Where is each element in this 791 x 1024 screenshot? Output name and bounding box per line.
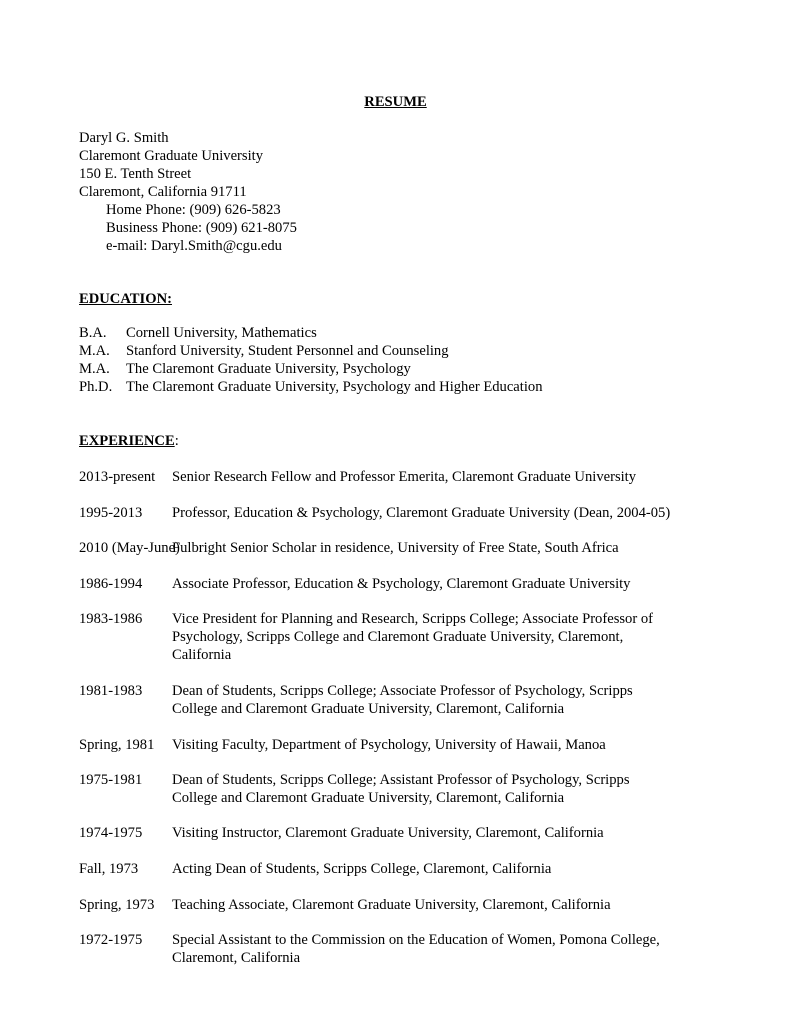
experience-line: Special Assistant to the Commission on the Education of Women, Pomona College, [172,932,660,948]
experience-date: 2013-present [79,469,156,485]
experience-line: Fulbright Senior Scholar in residence, University of Free State, South Africa [172,540,619,556]
page-title: RESUME [364,94,427,110]
experience-line: Vice President for Planning and Research, Scripps College; Associate Professor of [172,611,654,627]
experience-heading-colon: : [174,433,179,449]
experience-line: Visiting Faculty, Department of Psychology, University of Hawaii, Manoa [172,737,606,753]
experience-date: 1975-1981 [79,772,143,788]
experience-date: Spring, 1981 [79,737,155,753]
experience-description [172,610,719,664]
experience-heading [79,432,179,450]
education-degree: M.A. [79,343,110,359]
experience-item [79,539,719,557]
experience-line: Professor, Education & Psychology, Claremont Graduate University (Dean, 2004-05) [172,505,671,521]
experience-description [172,575,719,593]
education-item [79,360,543,378]
experience-date: 1974-1975 [79,825,143,841]
experience-description [172,504,719,522]
experience-date: 1995-2013 [79,505,143,521]
experience-description [172,860,719,878]
experience-date: Fall, 1973 [79,861,139,877]
experience-item [79,860,719,878]
education-degree: Ph.D. [79,379,113,395]
experience-line: Psychology, Scripps College and Claremont Graduate University, Claremont, [172,629,624,645]
experience-line: College and Claremont Graduate University, Claremont, California [172,790,565,806]
education-heading-text: EDUCATION: [79,291,172,307]
experience-date: 1983-1986 [79,611,143,627]
experience-line: Dean of Students, Scripps College; Associate Professor of Psychology, Scripps [172,683,633,699]
education-list [79,324,543,396]
experience-line: Visiting Instructor, Claremont Graduate University, Claremont, California [172,825,604,841]
experience-item [79,682,719,718]
experience-item [79,468,719,486]
experience-item [79,504,719,522]
experience-date: 1981-1983 [79,683,143,699]
experience-description [172,896,719,914]
experience-line: Senior Research Fellow and Professor Emerita, Claremont Graduate University [172,469,637,485]
experience-item [79,736,719,754]
education-item [79,342,543,360]
experience-line: Acting Dean of Students, Scripps College, Claremont, California [172,861,552,877]
experience-line: California [172,647,232,663]
experience-item [79,824,719,842]
experience-date: 2010 (May-June) [79,540,180,556]
experience-date: Spring, 1973 [79,897,155,913]
contact-email: e-mail: Daryl.Smith@cgu.edu [106,238,282,254]
experience-description [172,468,719,486]
contact-city: Claremont, California 91711 [79,184,247,200]
education-detail: The Claremont Graduate University, Psychology and Higher Education [126,379,543,395]
experience-item [79,610,719,664]
education-degree: M.A. [79,361,110,377]
experience-description [172,539,719,557]
education-item [79,378,543,396]
experience-line: College and Claremont Graduate University, Claremont, California [172,701,565,717]
education-detail: Cornell University, Mathematics [126,325,317,341]
experience-description [172,736,719,754]
education-detail: The Claremont Graduate University, Psychology [126,361,411,377]
experience-description [172,931,719,967]
education-heading [79,290,172,308]
experience-date: 1972-1975 [79,932,143,948]
experience-date: 1986-1994 [79,576,143,592]
experience-line: Dean of Students, Scripps College; Assistant Professor of Psychology, Scripps [172,772,630,788]
education-item [79,324,543,342]
experience-item [79,896,719,914]
experience-heading-text: EXPERIENCE [79,433,175,449]
contact-block [79,129,297,255]
contact-street: 150 E. Tenth Street [79,166,192,182]
experience-description [172,824,719,842]
contact-home-phone: Home Phone: (909) 626-5823 [106,202,281,218]
experience-description [172,771,719,807]
contact-name: Daryl G. Smith [79,130,169,146]
experience-item [79,575,719,593]
contact-institution: Claremont Graduate University [79,148,263,164]
experience-line: Teaching Associate, Claremont Graduate University, Claremont, California [172,897,611,913]
education-degree: B.A. [79,325,107,341]
experience-description [172,682,719,718]
experience-item [79,771,719,807]
contact-business-phone: Business Phone: (909) 621-8075 [106,220,297,236]
experience-line: Associate Professor, Education & Psychology, Claremont Graduate University [172,576,631,592]
experience-item [79,931,719,967]
experience-line: Claremont, California [172,950,301,966]
education-detail: Stanford University, Student Personnel and Counseling [126,343,449,359]
